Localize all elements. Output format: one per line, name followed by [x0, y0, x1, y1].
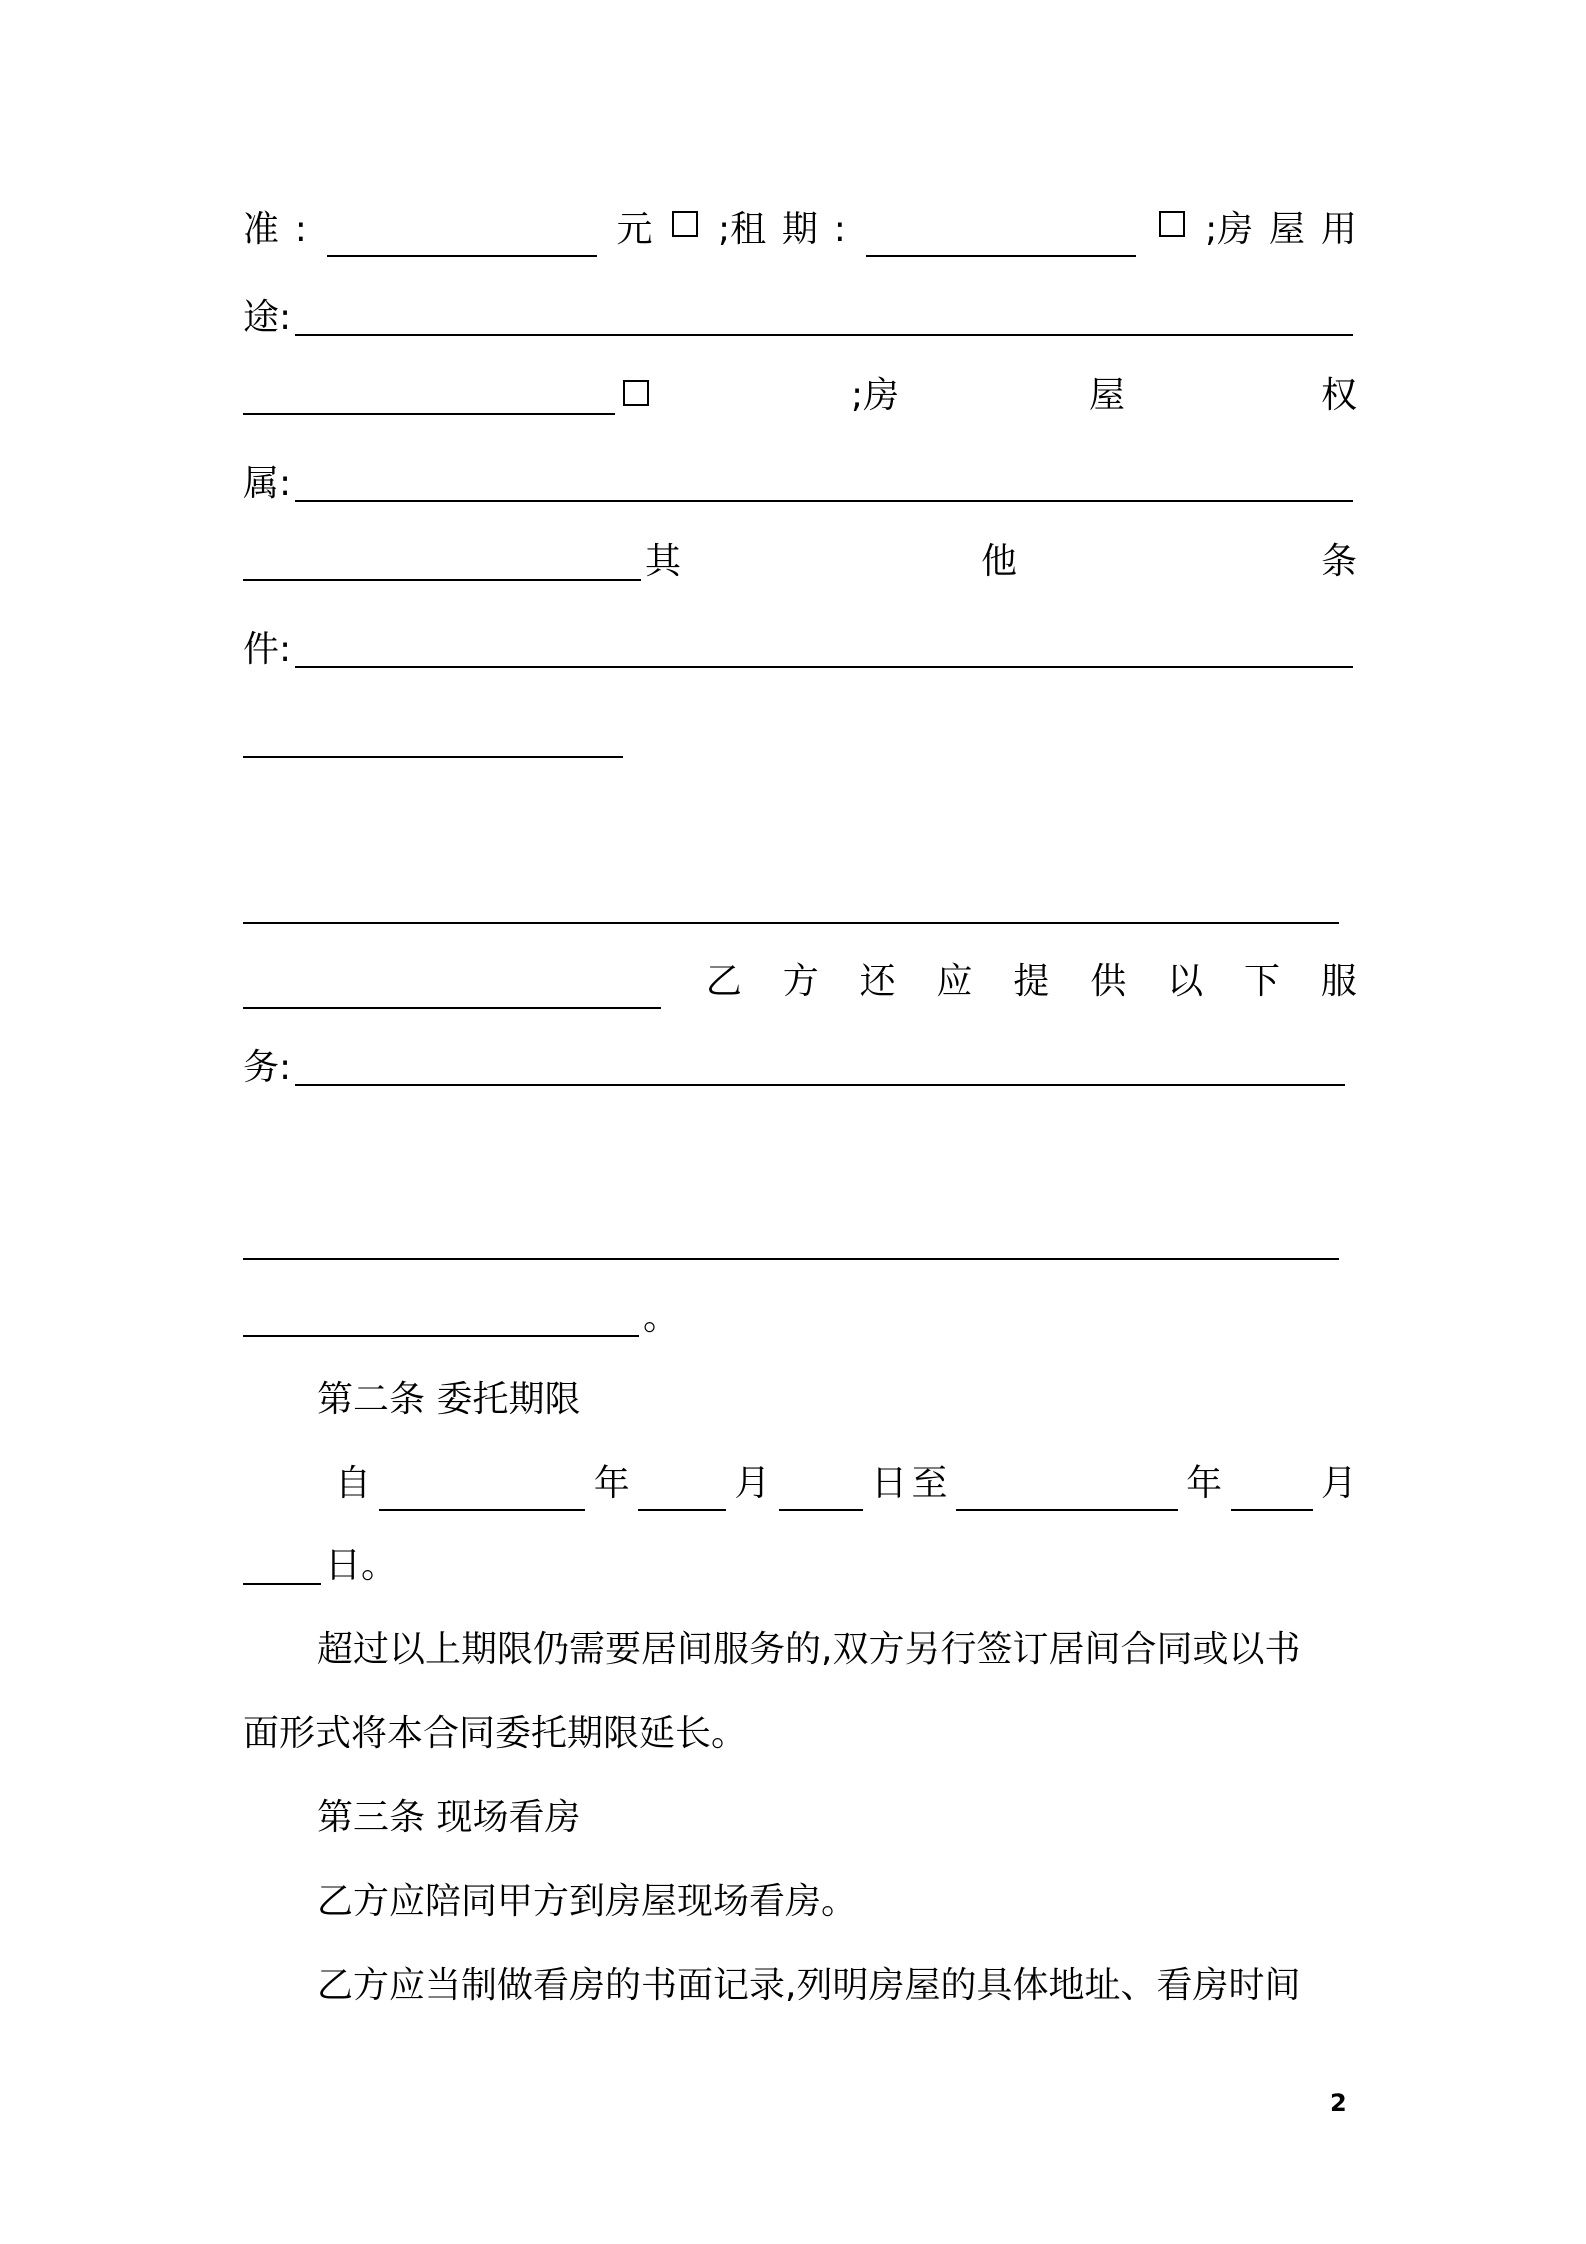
text-fang: ;房	[851, 375, 900, 416]
blank-usage[interactable]	[295, 333, 1353, 336]
text-wu: 屋	[1269, 209, 1306, 250]
blank-line[interactable]	[243, 1006, 661, 1009]
text-yuan: 元	[616, 209, 653, 250]
text-fang: ;房	[1205, 209, 1254, 250]
line-rent-terms	[243, 198, 1357, 262]
blank-line[interactable]	[243, 1258, 1339, 1260]
blank-rent-term[interactable]	[866, 254, 1136, 257]
blank-line[interactable]	[243, 1334, 639, 1337]
text-hai: 还	[859, 961, 896, 1002]
text-zhun: 准	[243, 209, 280, 250]
heading-article-3: 第三条 现场看房	[317, 1797, 581, 1838]
line-other-conditions-label	[243, 530, 1357, 594]
text-day: 日。	[325, 1545, 398, 1586]
paragraph-record: 乙方应当制做看房的书面记录,列明房屋的具体地址、看房时间	[317, 1965, 1301, 2006]
blank-ownership-cont[interactable]	[243, 578, 641, 581]
text-colon: :	[279, 297, 292, 338]
text-quan: 权	[1320, 375, 1357, 416]
text-ti: 提	[1013, 961, 1050, 1002]
text-month: 月	[1320, 1463, 1357, 1504]
paragraph-extension-line-1: 超过以上期限仍需要居间服务的,双方另行签订居间合同或以书	[317, 1629, 1301, 1670]
text-yi: 乙	[705, 961, 742, 1002]
line-term-dates	[243, 1452, 1357, 1516]
text-qi: 其	[645, 541, 682, 582]
text-colon: :	[833, 209, 846, 250]
text-year: 年	[1186, 1463, 1223, 1504]
text-yi2: 以	[1167, 961, 1204, 1002]
checkbox-icon[interactable]	[672, 211, 698, 237]
text-month: 月	[734, 1463, 771, 1504]
text-zhi: 至	[911, 1463, 948, 1504]
paragraph-extension-line-2: 面形式将本合同委托期限延长。	[243, 1713, 748, 1754]
checkbox-icon[interactable]	[1159, 211, 1185, 237]
text-colon: :	[279, 463, 292, 504]
blank-start-month[interactable]	[638, 1508, 726, 1511]
text-ta: 他	[981, 541, 1018, 582]
text-tu: 途	[243, 297, 280, 338]
line-ownership-label	[243, 364, 1357, 428]
text-year: 年	[593, 1463, 630, 1504]
line-ownership	[243, 452, 1357, 516]
line-end-day	[243, 1534, 1357, 1598]
text-day: 日	[871, 1463, 908, 1504]
text-jian: 件	[243, 629, 280, 670]
blank-ownership[interactable]	[295, 499, 1353, 502]
blank-rent-amount[interactable]	[327, 254, 597, 257]
text-shu: 属	[243, 463, 280, 504]
text-wu: 屋	[1089, 375, 1126, 416]
text-zi: 自	[335, 1463, 372, 1504]
blank-services[interactable]	[295, 1083, 1345, 1086]
blank-line[interactable]	[243, 922, 1339, 924]
text-ying: 应	[936, 961, 973, 1002]
text-zu: ;租	[718, 209, 767, 250]
heading-article-2: 第二条 委托期限	[317, 1379, 581, 1420]
text-colon: :	[294, 209, 307, 250]
blank-usage-cont[interactable]	[243, 412, 615, 415]
text-tiao: 条	[1320, 541, 1357, 582]
checkbox-icon[interactable]	[623, 380, 649, 406]
blank-other-conditions[interactable]	[295, 665, 1353, 668]
text-qi: 期	[781, 209, 818, 250]
text-yong: 用	[1320, 209, 1357, 250]
blank-end-day[interactable]	[243, 1582, 321, 1585]
blank-end-year[interactable]	[956, 1508, 1178, 1511]
text-gong: 供	[1090, 961, 1127, 1002]
text-xia: 下	[1243, 961, 1280, 1002]
blank-start-year[interactable]	[379, 1508, 585, 1511]
text-colon: :	[279, 629, 292, 670]
line-services-end	[243, 1286, 1357, 1350]
text-fu: 服	[1320, 961, 1357, 1002]
line-other-conditions	[243, 618, 1357, 682]
blank-line[interactable]	[243, 756, 623, 758]
paragraph-accompany: 乙方应陪同甲方到房屋现场看房。	[317, 1881, 858, 1922]
blank-start-day[interactable]	[779, 1508, 863, 1511]
line-services	[243, 1036, 1349, 1100]
line-usage	[243, 286, 1357, 350]
text-wu: 务:	[243, 1047, 292, 1088]
line-services-label	[243, 950, 1357, 1014]
page-number: 2	[1330, 2089, 1347, 2117]
blank-end-month[interactable]	[1231, 1508, 1313, 1511]
text-fang: 方	[782, 961, 819, 1002]
text-period: 。	[643, 1297, 680, 1338]
